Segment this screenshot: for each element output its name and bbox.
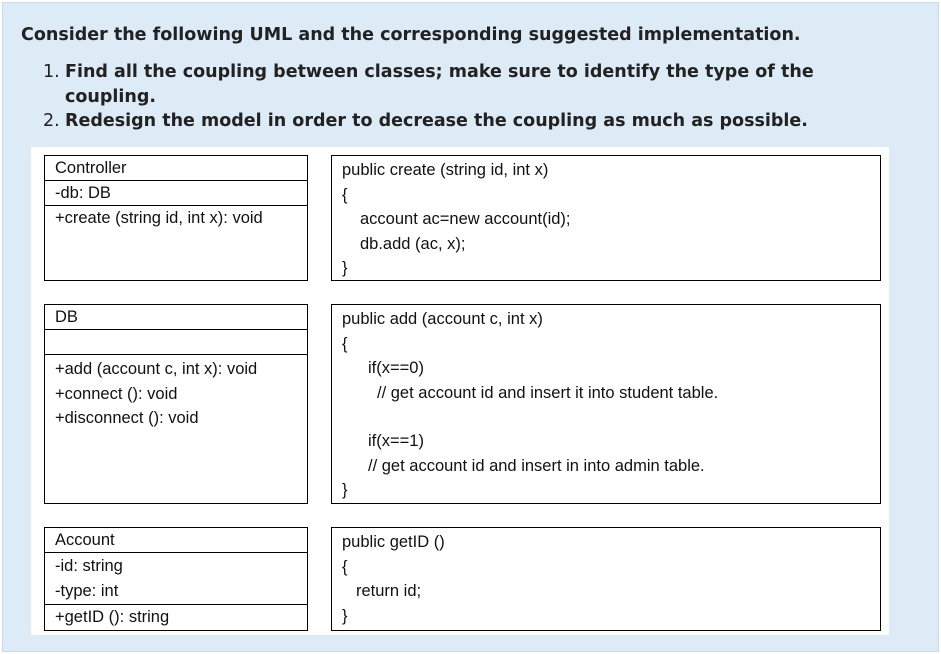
- controller-class-name: Controller: [45, 156, 307, 181]
- db-attributes-empty: [45, 330, 307, 355]
- account-class-box: [44, 527, 308, 631]
- question-panel: [2, 2, 939, 652]
- question-item: [43, 109, 825, 134]
- controller-method: +create (string id, int x): void: [55, 209, 263, 227]
- db-class-box: [44, 304, 308, 504]
- question-heading: Consider the following UML and the corresponding suggested implementation.: [21, 25, 801, 45]
- code-comment: // get account id and insert in into admin table.: [368, 457, 705, 475]
- code-comment: // get account id and insert it into student table.: [377, 384, 719, 402]
- db-method: +connect (): void: [55, 384, 178, 403]
- code-line: db.add (ac, x);: [360, 235, 466, 253]
- account-code-box: [331, 527, 881, 631]
- account-attribute: -id: string: [55, 557, 123, 575]
- controller-class-box: [44, 155, 308, 281]
- code-close-brace: }: [342, 607, 348, 625]
- db-method: +add (account c, int x): void: [55, 360, 258, 378]
- code-line: if(x==1): [368, 432, 424, 450]
- code-line: return id;: [356, 582, 422, 600]
- db-method: +disconnect (): void: [55, 409, 199, 427]
- code-line: if(x==0): [368, 359, 424, 377]
- code-open-brace: {: [342, 335, 348, 353]
- question-list: [43, 60, 825, 134]
- code-open-brace: {: [342, 186, 348, 204]
- code-line: account ac=new account(id);: [360, 210, 571, 228]
- question-text: Find all the coupling between classes; make sure to identify the type of the coupling.: [65, 62, 814, 107]
- controller-attribute: -db: DB: [45, 181, 307, 206]
- uml-figure: [31, 147, 889, 635]
- code-signature: public create (string id, int x): [342, 161, 549, 179]
- account-attribute: -type: int: [55, 581, 119, 600]
- db-code-box: [331, 304, 881, 504]
- controller-code-box: [331, 155, 881, 281]
- code-close-brace: }: [342, 481, 348, 499]
- question-number: 2.: [43, 111, 60, 131]
- question-number: 1.: [43, 62, 60, 82]
- code-signature: public add (account c, int x): [342, 310, 543, 328]
- question-item: [43, 60, 825, 109]
- code-signature: public getID (): [342, 533, 445, 551]
- code-close-brace: }: [342, 259, 348, 277]
- db-class-name: DB: [45, 305, 307, 330]
- account-class-name: Account: [45, 528, 307, 553]
- code-open-brace: {: [342, 558, 348, 576]
- question-text: Redesign the model in order to decrease the coupling as much as possible.: [65, 111, 808, 131]
- account-method: +getID (): string: [55, 608, 170, 626]
